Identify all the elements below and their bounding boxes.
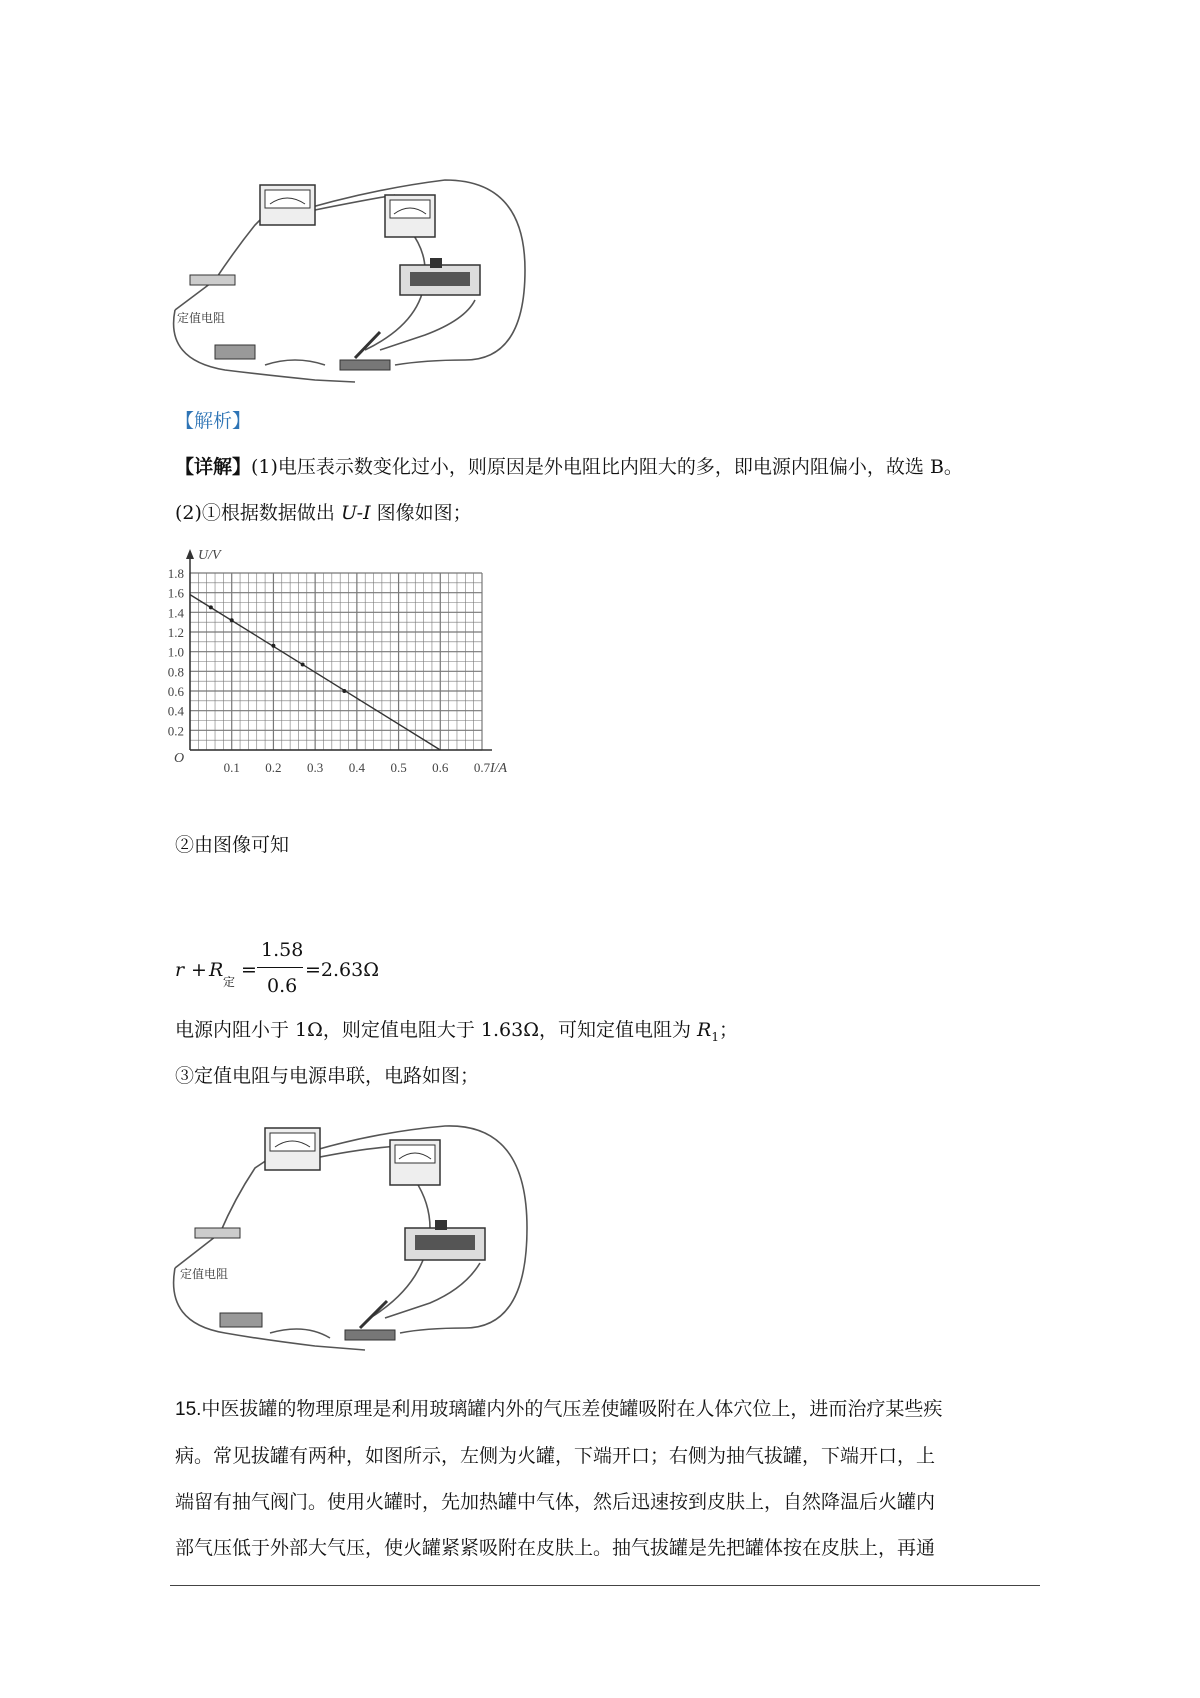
fraction-bar <box>257 967 303 968</box>
formula-plus: + <box>191 959 207 981</box>
question-15 <box>175 1386 1035 1571</box>
y-axis-label: U/V <box>198 548 221 563</box>
conclusion-sub: 1 <box>711 1029 719 1044</box>
y-tick-label: 0.4 <box>167 703 184 719</box>
x-tick-label: 0.4 <box>348 760 365 775</box>
ui-chart <box>160 545 530 795</box>
data-point <box>230 618 234 622</box>
circuit-diagram-top <box>165 170 535 395</box>
q15-line-4: 部气压低于外部大气压，使火罐紧紧吸附在皮肤上。抽气拔罐是先把罐体按在皮肤上，再通 <box>175 1537 936 1559</box>
formula-R: R <box>209 959 224 981</box>
data-point <box>209 605 213 609</box>
resistor-label: 定值电阻 <box>180 1267 229 1281</box>
q15-line-2: 病。常见拔罐有两种，如图所示，左侧为火罐，下端开口；右侧为抽气拔罐，下端开口，上 <box>175 1445 936 1467</box>
step2b-line: ②由图像可知 <box>175 834 290 856</box>
formula-sub: 定 <box>223 975 236 989</box>
x-tick-label: 0.7 <box>473 760 491 775</box>
formula-numerator: 1.58 <box>261 939 304 961</box>
formula-result: =2.63Ω <box>305 959 379 981</box>
q15-text-1: 中医拔罐的物理原理是利用玻璃罐内外的气压差使罐吸附在人体穴位上，进而治疗某些疾 <box>201 1398 943 1420</box>
q15-line-3: 端留有抽气阀门。使用火罐时，先加热罐中气体，然后迅速按到皮肤上，自然降温后火罐内 <box>175 1491 936 1513</box>
conclusion-text: 电源内阻小于 1Ω，则定值电阻大于 1.63Ω，可知定值电阻为 <box>175 1019 698 1041</box>
detail-text: (1)电压表示数变化过小，则原因是外电阻比内阻大的多，即电源内阻偏小，故选 B。 <box>251 456 963 478</box>
circuit-diagram-bottom <box>165 1118 535 1368</box>
x-axis-label: I/A <box>490 761 508 776</box>
y-tick-label: 0.2 <box>167 723 184 739</box>
x-tick-label: 0.5 <box>390 760 407 775</box>
detail-prefix: 【详解】 <box>175 456 252 478</box>
conclusion-line <box>175 1015 738 1044</box>
footer-rule <box>170 1585 1040 1586</box>
y-tick-label: 0.6 <box>167 684 184 699</box>
step3-line: ③定值电阻与电源串联，电路如图； <box>175 1065 480 1087</box>
formula-eq1: = <box>241 959 257 981</box>
x-tick-label: 0.1 <box>223 760 240 775</box>
resistor-label: 定值电阻 <box>177 311 226 325</box>
step2-ui: U-I <box>340 502 371 524</box>
x-tick-label: 0.6 <box>432 760 449 775</box>
y-tick-label: 1.8 <box>167 566 184 581</box>
q15-line-1 <box>175 1386 1035 1433</box>
y-axis-arrow <box>186 549 194 559</box>
y-tick-label: 1.0 <box>167 644 184 660</box>
x-tick-label: 0.3 <box>307 760 324 775</box>
q15-number: 15. <box>175 1399 202 1420</box>
detail-line <box>175 452 963 479</box>
y-tick-label: 1.4 <box>167 605 184 621</box>
y-tick-label: 1.2 <box>167 625 184 640</box>
analysis-tag: 【解析】 <box>175 410 252 432</box>
step2-prefix: (2)①根据数据做出 <box>175 502 341 524</box>
x-tick-label: 0.2 <box>265 760 282 775</box>
data-point <box>301 662 305 666</box>
formula-denominator: 0.6 <box>267 975 298 997</box>
formula-r: r <box>175 959 185 981</box>
y-tick-label: 0.8 <box>167 664 184 680</box>
step2-suffix: 图像如图； <box>370 502 472 524</box>
step2-line <box>175 498 472 525</box>
origin-label: O <box>174 751 185 766</box>
conclusion-R: R <box>697 1019 712 1041</box>
data-point <box>342 689 346 693</box>
conclusion-end: ； <box>718 1019 738 1041</box>
y-tick-label: 1.6 <box>167 585 184 601</box>
data-point <box>271 644 275 648</box>
